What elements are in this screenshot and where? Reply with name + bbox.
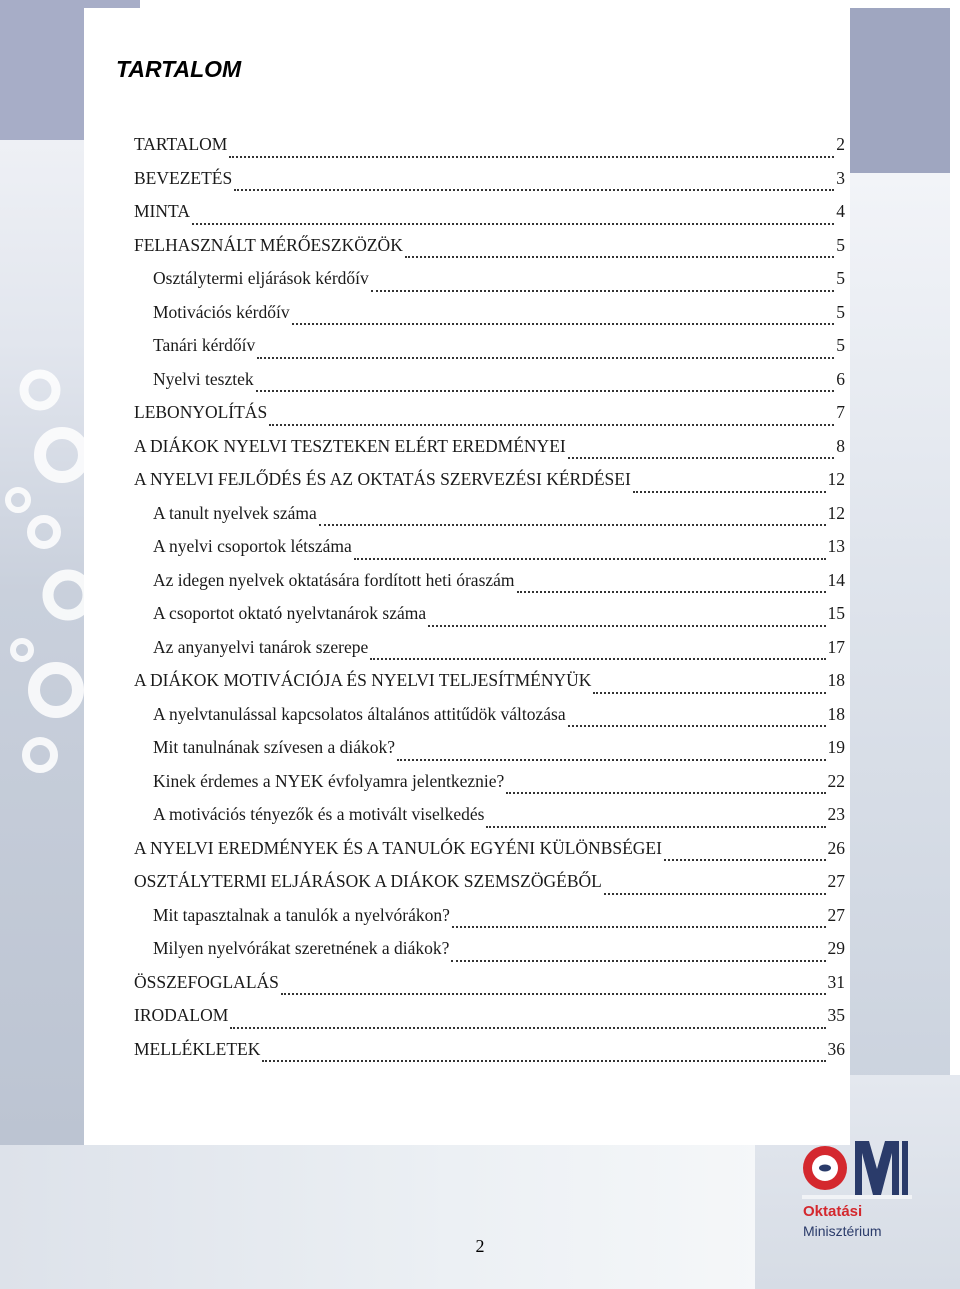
decor-block-bottom — [0, 1145, 760, 1289]
toc-entry-page: 7 — [836, 402, 845, 422]
toc-entry-label: A motivációs tényezők és a motivált viselkedés — [153, 804, 485, 824]
toc-entry-page: 19 — [827, 737, 845, 757]
toc-entry[interactable] — [134, 771, 845, 805]
toc-dot-leader — [257, 357, 834, 359]
toc-entry-label: A NYELVI FEJLŐDÉS ÉS AZ OKTATÁS SZERVEZÉSI KÉRDÉSEI — [134, 469, 631, 489]
toc-dot-leader — [319, 524, 826, 526]
toc-entry-page: 36 — [827, 1038, 845, 1059]
toc-entry-page: 6 — [836, 368, 845, 389]
toc-dot-leader — [262, 1060, 825, 1062]
toc-entry[interactable] — [134, 603, 845, 637]
toc-entry-label: Tanári kérdőív — [153, 335, 256, 355]
toc-entry-label: FELHASZNÁLT MÉRŐESZKÖZÖK — [134, 234, 403, 255]
decor-block-right — [850, 173, 950, 1173]
toc-entry-label: Osztálytermi eljárások kérdőív — [153, 268, 369, 288]
toc-dot-leader — [371, 290, 834, 292]
toc-entry-label: IRODALOM — [134, 1005, 229, 1025]
toc-entry[interactable] — [134, 503, 845, 537]
toc-entry[interactable] — [134, 402, 845, 436]
toc-dot-leader — [506, 792, 825, 794]
toc-entry[interactable] — [134, 134, 845, 168]
toc-entry[interactable] — [134, 436, 845, 470]
toc-dot-leader — [452, 926, 826, 928]
toc-entry[interactable] — [134, 369, 845, 403]
toc-dot-leader — [234, 189, 834, 191]
logo-text-line2: Minisztérium — [803, 1223, 882, 1239]
toc-entry-label: Az anyanyelvi tanárok szerepe — [153, 636, 369, 657]
toc-dot-leader — [281, 993, 826, 995]
toc-entry-page: 27 — [827, 904, 845, 925]
toc-entry[interactable] — [134, 637, 845, 671]
toc-entry[interactable] — [134, 905, 845, 939]
toc-entry[interactable] — [134, 201, 845, 235]
toc-entry-label: Motivációs kérdőív — [153, 301, 290, 322]
toc-entry-label: Az idegen nyelvek oktatására fordított heti óraszám — [153, 569, 515, 590]
toc-entry-page: 2 — [836, 134, 845, 154]
toc-entry-label: ÖSSZEFOGLALÁS — [134, 971, 279, 992]
toc-entry-page: 12 — [827, 469, 845, 489]
toc-entry-label: A DIÁKOK MOTIVÁCIÓJA ÉS NYELVI TELJESÍTMÉNYÜK — [134, 670, 592, 690]
toc-entry-page: 3 — [836, 167, 845, 188]
toc-entry[interactable] — [134, 838, 845, 872]
toc-dot-leader — [370, 658, 825, 660]
toc-entry-label: A DIÁKOK NYELVI TESZTEKEN ELÉRT EREDMÉNYEI — [134, 435, 566, 456]
toc-dot-leader — [633, 491, 826, 493]
toc-entry-page: 5 — [836, 335, 845, 355]
page-number: 2 — [475, 1236, 485, 1256]
toc-entry-page: 5 — [836, 301, 845, 322]
toc-entry-label: A nyelvtanulással kapcsolatos általános attitűdök változása — [153, 703, 566, 724]
toc-entry-label: Mit tanulnának szívesen a diákok? — [153, 737, 396, 757]
toc-dot-leader — [354, 558, 826, 560]
toc-entry[interactable] — [134, 268, 845, 302]
toc-dot-leader — [269, 424, 834, 426]
toc-entry-page: 14 — [827, 569, 845, 590]
toc-dot-leader — [230, 1027, 825, 1029]
toc-entry-label: MINTA — [134, 201, 190, 221]
toc-dot-leader — [229, 156, 834, 158]
toc-entry-page: 31 — [827, 971, 845, 992]
toc-entry[interactable] — [134, 871, 845, 905]
toc-entry-label: A NYELVI EREDMÉNYEK ÉS A TANULÓK EGYÉNI KÜLÖNBSÉGEI — [134, 837, 662, 858]
toc-entry-page: 17 — [827, 636, 845, 657]
toc-entry[interactable] — [134, 168, 845, 202]
toc-dot-leader — [451, 960, 825, 962]
toc-entry-label: A nyelvi csoportok létszáma — [153, 536, 352, 556]
toc-dot-leader — [292, 323, 835, 325]
toc-entry-label: OSZTÁLYTERMI ELJÁRÁSOK A DIÁKOK SZEMSZÖGÉBŐL — [134, 871, 602, 891]
toc-entry-label: A csoportot oktató nyelvtanárok száma — [153, 603, 427, 623]
toc-dot-leader — [593, 692, 825, 694]
toc-entry-label: LEBONYOLÍTÁS — [134, 402, 268, 422]
toc-dot-leader — [192, 223, 834, 225]
toc-dot-leader — [517, 591, 826, 593]
toc-entry-page: 4 — [836, 201, 845, 221]
toc-entry[interactable] — [134, 670, 845, 704]
toc-entry[interactable] — [134, 536, 845, 570]
toc-entry-page: 13 — [827, 536, 845, 556]
table-of-contents — [134, 134, 845, 1072]
toc-dot-leader — [405, 256, 834, 258]
toc-entry[interactable] — [134, 704, 845, 738]
toc-entry[interactable] — [134, 804, 845, 838]
toc-entry-page: 8 — [836, 435, 845, 456]
toc-dot-leader — [568, 725, 826, 727]
toc-dot-leader — [256, 390, 835, 392]
toc-entry-page: 18 — [827, 703, 845, 724]
toc-entry-page: 12 — [827, 502, 845, 523]
toc-entry-page: 5 — [836, 234, 845, 255]
toc-dot-leader — [397, 759, 825, 761]
toc-dot-leader — [486, 826, 825, 828]
toc-entry-page: 26 — [827, 837, 845, 858]
toc-entry[interactable] — [134, 938, 845, 972]
toc-entry-page: 29 — [827, 938, 845, 958]
toc-entry[interactable] — [134, 1039, 845, 1073]
toc-entry-label: Nyelvi tesztek — [153, 368, 254, 389]
toc-entry[interactable] — [134, 1005, 845, 1039]
toc-entry-page: 18 — [827, 670, 845, 690]
toc-entry-page: 5 — [836, 268, 845, 288]
toc-dot-leader — [568, 457, 835, 459]
toc-dot-leader — [664, 859, 826, 861]
toc-entry[interactable] — [134, 570, 845, 604]
toc-entry-label: Mit tapasztalnak a tanulók a nyelvórákon? — [153, 904, 450, 925]
toc-entry-label: A tanult nyelvek száma — [153, 502, 317, 523]
toc-entry[interactable] — [134, 235, 845, 269]
toc-entry-page: 35 — [827, 1005, 845, 1025]
toc-entry[interactable] — [134, 737, 845, 771]
toc-entry-label: TARTALOM — [134, 134, 228, 154]
toc-entry-page: 23 — [827, 804, 845, 824]
toc-dot-leader — [604, 893, 826, 895]
toc-entry[interactable] — [134, 469, 845, 503]
toc-entry-label: Kinek érdemes a NYEK évfolyamra jelentkeznie? — [153, 770, 505, 791]
toc-entry-page: 22 — [827, 770, 845, 791]
toc-entry[interactable] — [134, 335, 845, 369]
toc-entry-page: 27 — [827, 871, 845, 891]
toc-entry[interactable] — [134, 972, 845, 1006]
logo-text-line1: Oktatási — [803, 1203, 863, 1220]
toc-entry[interactable] — [134, 302, 845, 336]
toc-entry-page: 15 — [827, 603, 845, 623]
decor-block-right-top — [850, 8, 950, 173]
toc-dot-leader — [428, 625, 825, 627]
toc-entry-label: BEVEZETÉS — [134, 167, 233, 188]
page-title: TARTALOM — [116, 56, 242, 82]
toc-entry-label: MELLÉKLETEK — [134, 1038, 261, 1059]
toc-entry-label: Milyen nyelvórákat szeretnének a diákok? — [153, 938, 450, 958]
